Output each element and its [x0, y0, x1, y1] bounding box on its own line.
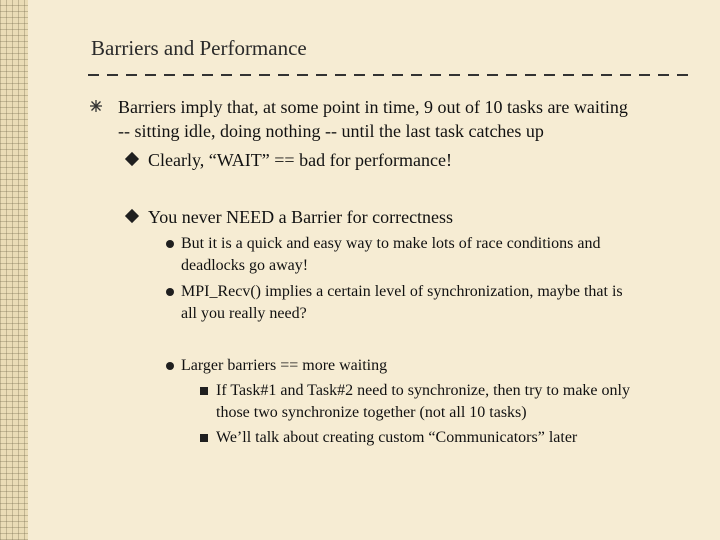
bullet-never-need-barrier: You never NEED a Barrier for correctness	[148, 207, 454, 227]
bullet-line: If Task#1 and Task#2 need to synchronize, then try to make only	[216, 382, 630, 399]
asterisk-bullet-icon	[90, 100, 102, 112]
bullet-task-sync	[216, 380, 630, 424]
decorative-texture-band	[0, 0, 28, 540]
square-bullet-icon	[200, 387, 208, 395]
bullet-larger-barriers: Larger barriers == more waiting	[181, 357, 388, 374]
diamond-bullet-icon	[125, 209, 139, 223]
bullet-quick-easy-way	[181, 233, 600, 277]
bullet-mpi-recv	[181, 281, 623, 325]
title-divider	[88, 74, 696, 76]
dot-bullet-icon	[166, 288, 174, 296]
dot-bullet-icon	[166, 240, 174, 248]
bullet-line: all you really need?	[181, 305, 307, 322]
bullet-line: MPI_Recv() implies a certain level of synchronization, maybe that is	[181, 283, 623, 300]
bullet-communicators: We’ll talk about creating custom “Communicators” later	[216, 429, 578, 446]
dot-bullet-icon	[166, 362, 174, 370]
bullet-line: those two synchronize together (not all 10 tasks)	[216, 404, 527, 421]
bullet-wait-bad: Clearly, “WAIT” == bad for performance!	[148, 150, 452, 170]
bullet-line: deadlocks go away!	[181, 257, 309, 274]
bullet-line: -- sitting idle, doing nothing -- until the last task catches up	[118, 121, 544, 141]
bullet-line: Barriers imply that, at some point in time, 9 out of 10 tasks are waiting	[118, 97, 628, 117]
slide-title: Barriers and Performance	[91, 36, 307, 60]
bullet-barriers-imply	[118, 95, 628, 143]
diamond-bullet-icon	[125, 152, 139, 166]
bullet-line: But it is a quick and easy way to make lots of race conditions and	[181, 235, 601, 252]
square-bullet-icon	[200, 434, 208, 442]
